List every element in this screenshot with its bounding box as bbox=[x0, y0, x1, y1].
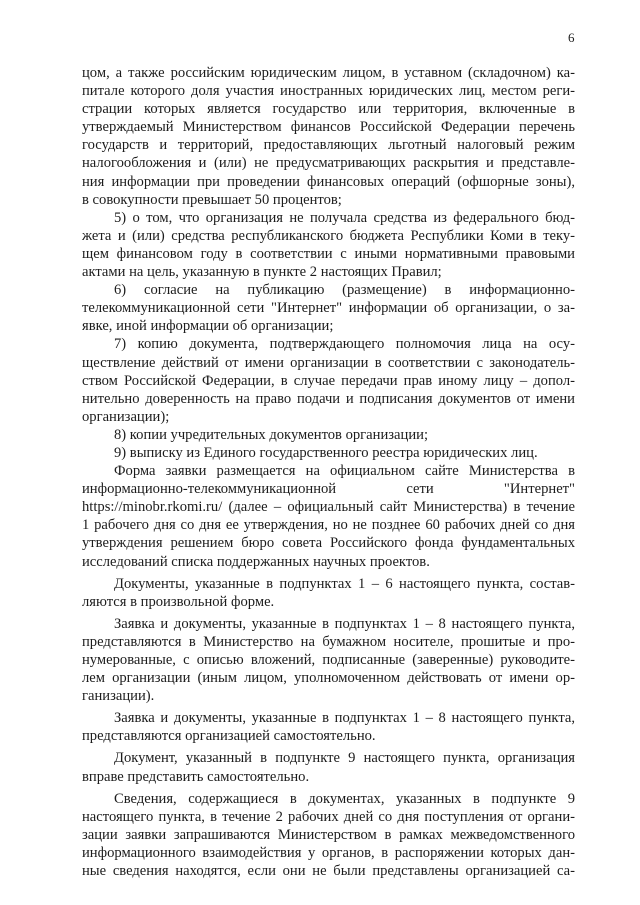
text-line: Заявка и документы, указанные в подпунктах 1 – 8 настоящего пункта, bbox=[114, 710, 575, 727]
text-line: ществление действий от имени организации в соответствии с законодатель- bbox=[82, 354, 575, 371]
text-line: жета и (или) средства республиканского бюджета Республики Коми в теку- bbox=[82, 227, 575, 244]
text-line: ганизации). bbox=[82, 688, 155, 705]
text-line: зации заявки запрашиваются Министерством в рамках межведомственного bbox=[82, 826, 575, 843]
text-line: явке, иной информации об организации; bbox=[82, 318, 334, 335]
text-line: представляются организацией самостоятельно. bbox=[82, 728, 376, 745]
text-line: нительно доверенность на право подачи и подписания документов от имени bbox=[82, 390, 575, 407]
text-line: 6) согласие на публикацию (размещение) в информационно- bbox=[114, 282, 575, 299]
text-line: вправе представить самостоятельно. bbox=[82, 768, 310, 785]
text-line: лем организации (иным лицом, уполномоченном действовать от имени ор- bbox=[82, 670, 575, 687]
text-line: государств и территорий, предоставляющих льготный налоговый режим bbox=[82, 137, 575, 154]
text-line: Форма заявки размещается на официальном сайте Министерства в bbox=[114, 463, 575, 480]
paragraph bbox=[82, 444, 575, 462]
text-line: 8) копии учредительных документов организации; bbox=[114, 426, 428, 443]
text-line: питале которого доля участия иностранных юридических лиц, местом реги- bbox=[82, 83, 575, 100]
paragraph bbox=[82, 335, 575, 425]
text-line: 9) выписку из Единого государственного реестра юридических лиц. bbox=[114, 444, 538, 461]
text-line: представляются в Министерство на бумажном носителе, прошитые и про- bbox=[82, 633, 575, 650]
document-body bbox=[82, 64, 575, 880]
text-line: ния информации при проведении финансовых операций (офшорные зоны), bbox=[82, 173, 575, 190]
text-line: утверждения решением бюро совета Российского фонда фундаментальных bbox=[82, 535, 575, 552]
text-line: информационного взаимодействия у органов, в распоряжении которых дан- bbox=[82, 844, 575, 861]
text-line: 5) о том, что организация не получала средства из федерального бюд- bbox=[114, 209, 575, 226]
text-line: 1 рабочего дня со дня ее утверждения, но не позднее 60 рабочих дней со дня bbox=[82, 517, 575, 534]
text-line: Документ, указанный в подпункте 9 настоящего пункта, организация bbox=[114, 750, 575, 767]
paragraph bbox=[82, 709, 575, 745]
text-line: информационно-телекоммуникационной сети "Интернет" bbox=[82, 481, 575, 498]
paragraph bbox=[82, 209, 575, 281]
paragraph bbox=[82, 790, 575, 880]
text-line: Сведения, содержащиеся в документах, указанных в подпункте 9 bbox=[114, 790, 575, 807]
text-line: Документы, указанные в подпунктах 1 – 6 настоящего пункта, состав- bbox=[114, 575, 575, 592]
paragraph bbox=[82, 281, 575, 335]
text-line: https://minobr.rkomi.ru/ (далее – официальный сайт Министерства) в течение bbox=[82, 499, 575, 516]
text-line: настоящего пункта, в течение 2 рабочих дней со дня поступления от органи- bbox=[82, 808, 575, 825]
text-line: нумерованные, с описью вложений, подписанные (заверенные) руководите- bbox=[82, 652, 575, 668]
text-line: утверждаемый Министерством финансов Российской Федерации перечень bbox=[82, 119, 575, 136]
paragraph bbox=[82, 575, 575, 611]
text-line: ляются в произвольной форме. bbox=[82, 593, 275, 610]
text-line: страции которых является государство или территория, включенные в bbox=[82, 101, 575, 118]
text-line: ные сведения находятся, если они не были представлены организацией са- bbox=[82, 863, 575, 880]
text-line: организации); bbox=[82, 408, 170, 425]
text-line: 7) копию документа, подтверждающего полномочия лица на осу- bbox=[114, 336, 575, 353]
text-line: телекоммуникационной сети "Интернет" информации об организации, о за- bbox=[82, 300, 575, 317]
text-line: исследований списка поддержанных научных проектов. bbox=[82, 553, 430, 570]
paragraph bbox=[82, 426, 575, 444]
text-line: в совокупности превышает 50 процентов; bbox=[82, 191, 342, 208]
text-line: актами на цель, указанную в пункте 2 настоящих Правил; bbox=[82, 264, 442, 281]
paragraph bbox=[82, 615, 575, 705]
page-number: 6 bbox=[568, 30, 575, 45]
paragraph bbox=[82, 749, 575, 785]
text-line: цом, а также российским юридическим лицом, в уставном (складочном) ка- bbox=[82, 65, 575, 81]
text-line: щем финансовом году в соответствии с иными нормативными правовыми bbox=[82, 245, 575, 262]
paragraph bbox=[82, 462, 575, 571]
text-line: ством Российской Федерации, в случае передачи прав иному лицу – допол- bbox=[82, 372, 575, 389]
text-line: налогообложения и (или) не предусматривающих раскрытия и представле- bbox=[82, 155, 575, 172]
paragraph bbox=[82, 64, 575, 209]
text-line: Заявка и документы, указанные в подпунктах 1 – 8 настоящего пункта, bbox=[114, 615, 575, 632]
